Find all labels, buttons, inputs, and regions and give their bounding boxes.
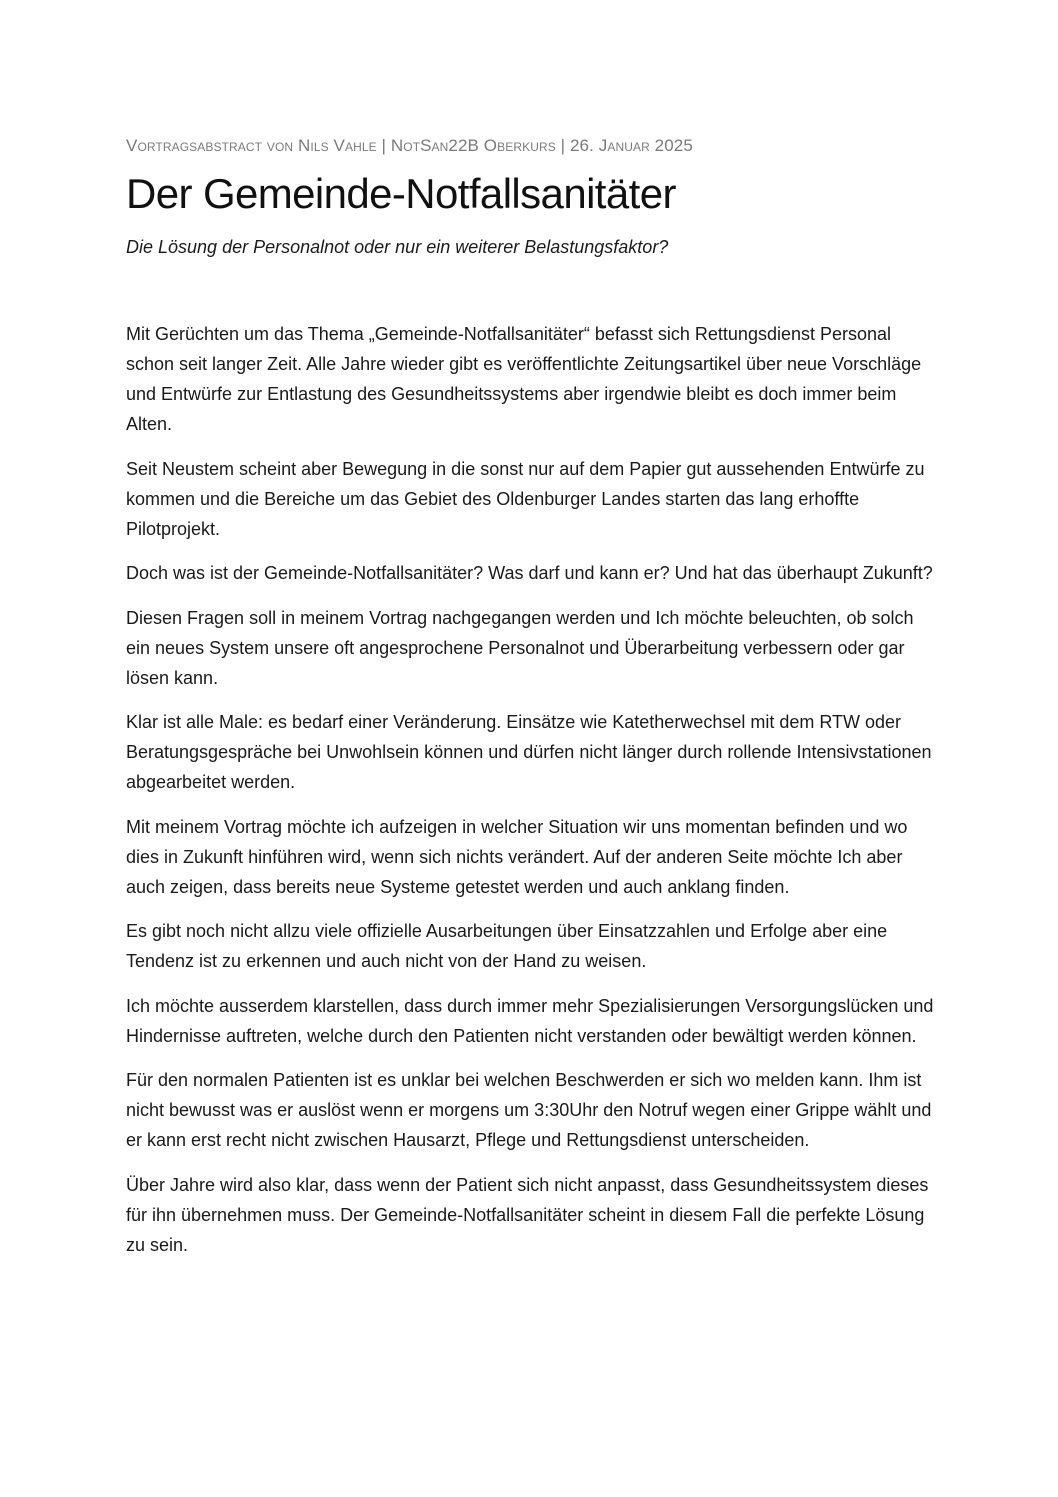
document-body [126, 319, 936, 1274]
body-paragraph: Mit meinem Vortrag möchte ich aufzeigen in welcher Situation wir uns momentan befinden und wo dies in Zukunft hinführen wird, wenn sich nichts verändert. Auf der anderen Seite möchte Ich aber auch zeigen, dass bereits neue Systeme getestet werden und auch anklang finden. [126, 816, 908, 897]
body-paragraph: Für den normalen Patienten ist es unklar bei welchen Beschwerden er sich wo melden kann. Ihm ist nicht bewusst was er auslöst wenn er morgens um 3:30Uhr den Notruf wegen einer Grippe wählt und er kann erst recht nicht zwischen Hausarzt, Pflege und Rettungsdienst unterscheiden. [126, 1070, 932, 1150]
body-paragraph: Klar ist alle Male: es bedarf einer Veränderung. Einsätze wie Katetherwechsel mit dem RTW oder Beratungsgespräche bei Unwohlsein können und dürfen nicht länger durch rollende Intensivstationen abgearbeitet werden. [126, 712, 932, 792]
body-paragraph: Diesen Fragen soll in meinem Vortrag nachgegangen werden und Ich möchte beleuchten, ob solch ein neues System unsere oft angesprochene Personalnot und Überarbeitung verbessern oder gar lösen kann. [126, 607, 914, 688]
body-paragraph: Ich möchte ausserdem klarstellen, dass durch immer mehr Spezialisierungen Versorgungslücken und Hindernisse auftreten, welche durch den Patienten nicht verstanden oder bewältigt werden können. [126, 995, 934, 1046]
body-paragraph: Mit Gerüchten um das Thema „Gemeinde-Notfallsanitäter“ befasst sich Rettungsdienst Personal schon seit langer Zeit. Alle Jahre wieder gibt es veröffentlichte Zeitungsartikel über neue Vorschläge und Entwürfe zur Entlastung des Gesundheitssystems aber irgendwie bleibt es doch immer beim Alten. [126, 324, 922, 434]
body-paragraph: Über Jahre wird also klar, dass wenn der Patient sich nicht anpasst, dass Gesundheitssystem dieses für ihn übernehmen muss. Der Gemeinde-Notfallsanitäter scheint in diesem Fall die perfekte Lösung zu sein. [126, 1174, 929, 1255]
meta-line-text: Vortragsabstract von Nils Vahle | NotSan22B Oberkurs | 26. Januar 2025 [126, 136, 693, 155]
body-paragraph: Es gibt noch nicht allzu viele offizielle Ausarbeitungen über Einsatzzahlen und Erfolge aber eine Tendenz ist zu erkennen und auch nicht von der Hand zu weisen. [126, 921, 888, 971]
body-paragraph: Doch was ist der Gemeinde-Notfallsanitäter? Was darf und kann er? Und hat das überhaupt Zukunft? [126, 563, 933, 583]
document-meta-line [126, 136, 693, 156]
document-title: Der Gemeinde-Notfallsanitäter [126, 170, 676, 217]
document-subtitle: Die Lösung der Personalnot oder nur ein weiterer Belastungsfaktor? [126, 237, 669, 257]
body-paragraph: Seit Neustem scheint aber Bewegung in die sonst nur auf dem Papier gut aussehenden Entwürfe zu kommen und die Bereiche um das Gebiet des Oldenburger Landes starten das lang erhoffte Pilotprojekt. [126, 458, 925, 539]
